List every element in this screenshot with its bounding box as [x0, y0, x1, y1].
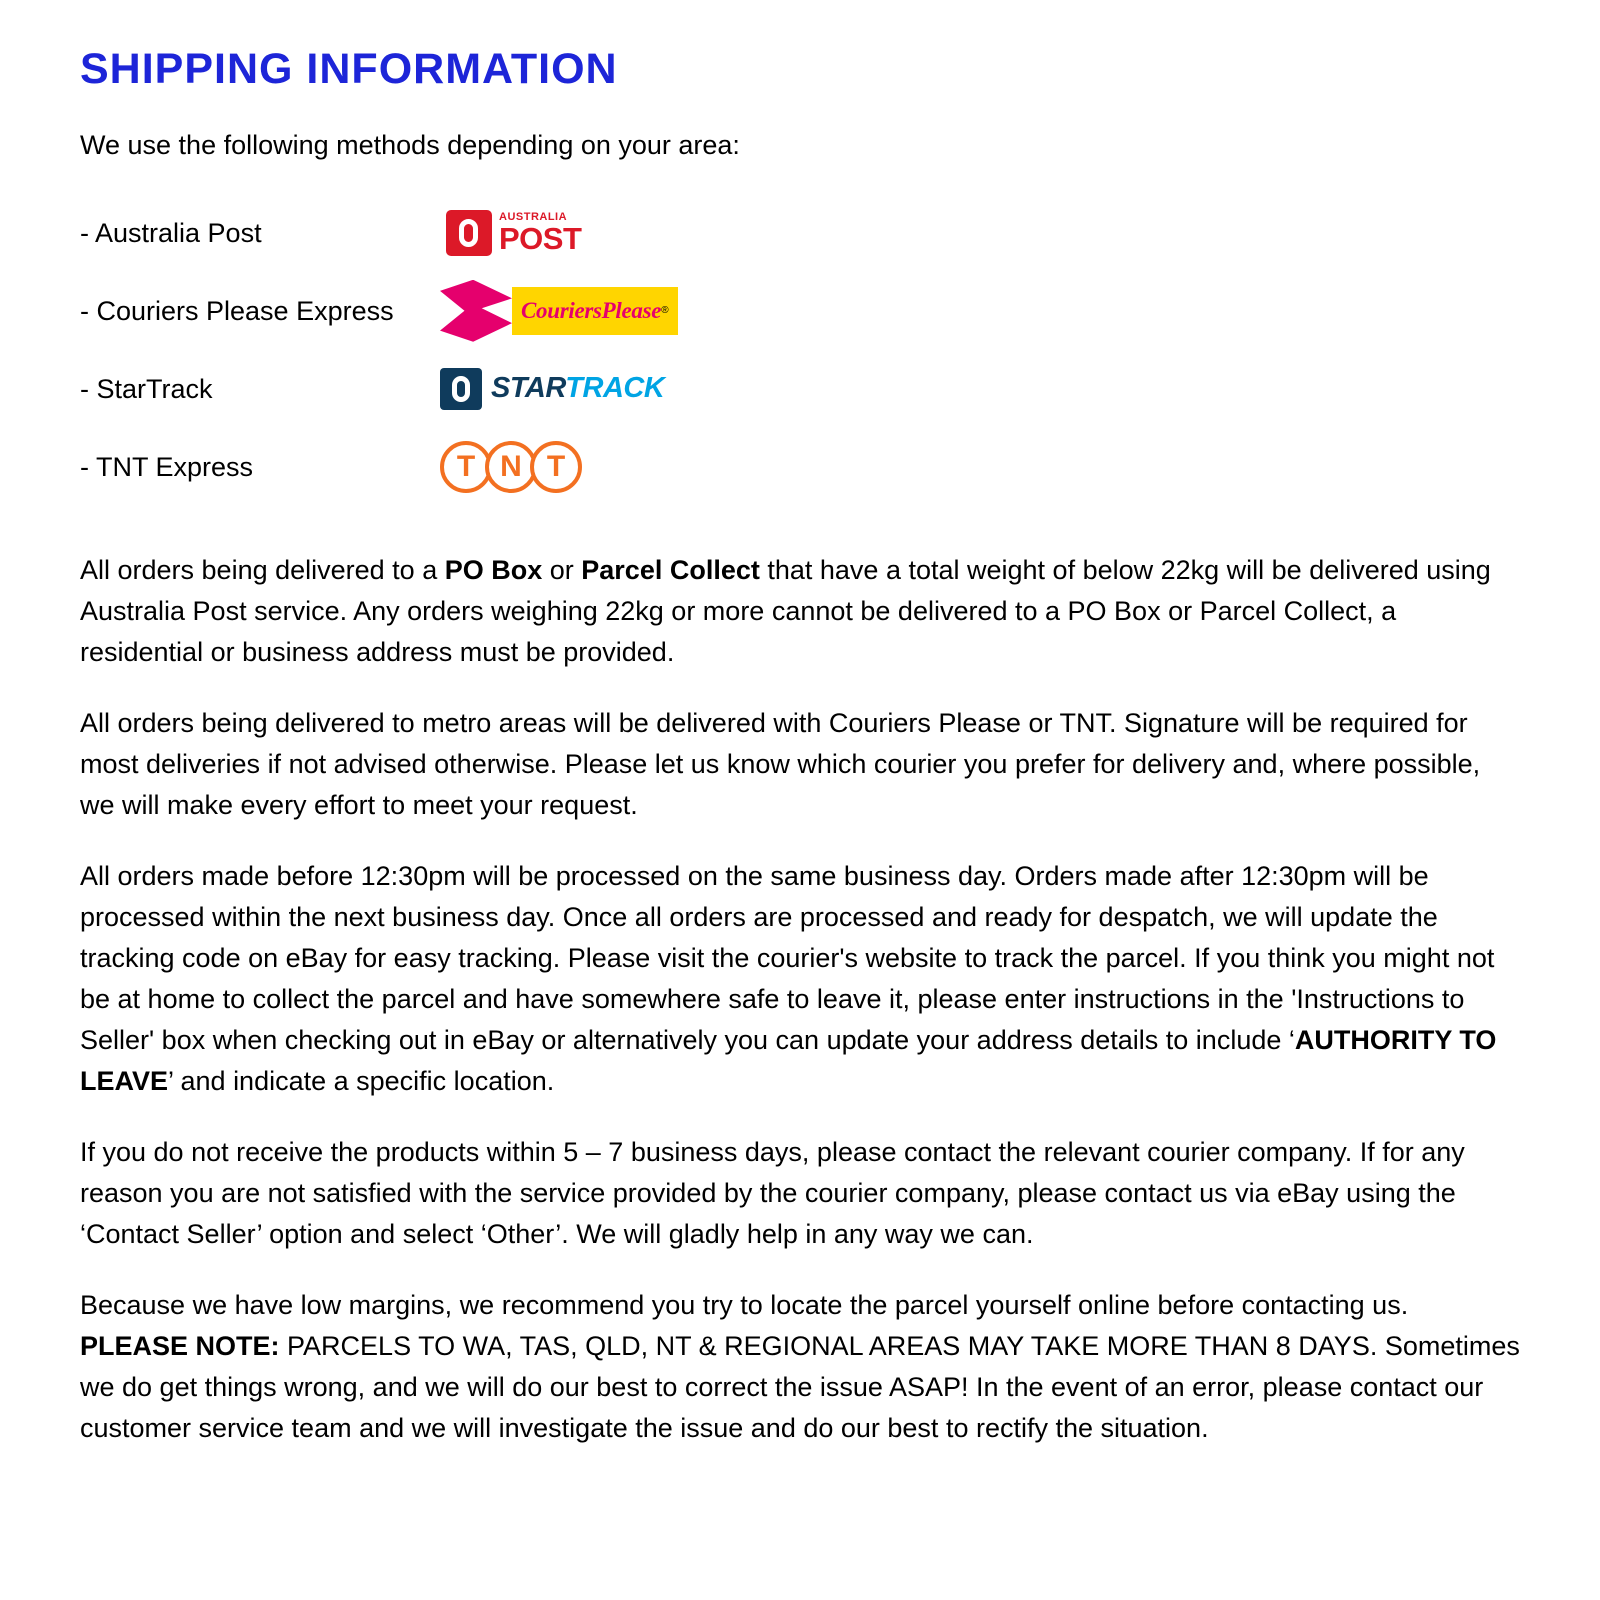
tnt-letter-t2-icon: T — [530, 441, 582, 493]
method-label-couriers-please: - Couriers Please Express — [80, 295, 394, 326]
paragraph-processing-times — [80, 856, 1520, 1102]
text-segment: that have a total weight of below 22kg will be delivered using Australia Post service. Any orders weighing 22kg or more cannot be delivered to a PO Box or Parcel Collect, a residential or business address must be provided. — [80, 554, 1491, 667]
text-segment: All orders being delivered to a — [80, 554, 445, 585]
paragraph-metro-delivery: All orders being delivered to metro areas will be delivered with Couriers Please or TNT. Signature will be required for most deliveries if not advised otherwise. Please let us know which courier you prefer for delivery and, where possible, we will make every effort to meet your request. — [80, 707, 1481, 820]
text-segment: PARCELS TO WA, TAS, QLD, NT & REGIONAL AREAS MAY TAKE MORE THAN 8 DAYS. Sometimes we do get things wrong, and we will do our best to correct the issue ASAP! In the event of an error, please contact our customer service team and we will investigate the issue and do our best to rectify the situation. — [80, 1331, 1520, 1444]
page-title: SHIPPING INFORMATION — [80, 45, 618, 93]
startrack-logo-text-a: STAR — [491, 372, 566, 405]
list-item — [80, 272, 1520, 350]
paragraph-po-box-policy — [80, 550, 1520, 673]
tnt-letter-n-icon: N — [485, 441, 537, 493]
shipping-methods-list — [80, 194, 1520, 506]
method-label-startrack: - StarTrack — [80, 373, 213, 404]
couriers-please-logo — [440, 278, 678, 344]
australia-post-logo-big-text: POST — [499, 220, 582, 256]
method-label-tnt: - TNT Express — [80, 451, 254, 482]
tnt-letter-t1-icon: T — [440, 441, 492, 493]
australia-post-p-icon — [446, 210, 492, 256]
text-segment: All orders made before 12:30pm will be processed on the same business day. Orders made after 12:30pm will be processed within the next business day. Once all orders are processed and ready for despatch, we will update the tracking code on eBay for easy tracking. Please visit the courier's website to track the parcel. If you think you might not be at home to collect the parcel and have somewhere safe to leave it, please enter instructions in the 'Instructions to Seller' box when checking out in eBay or alternatively you can update your address details to include ‘ — [80, 860, 1495, 1056]
method-label-australia-post: - Australia Post — [80, 217, 262, 248]
couriers-please-arrow-icon — [440, 280, 512, 342]
startrack-logo-text-b: TRACK — [565, 372, 665, 405]
text-segment: Because we have low margins, we recommend you try to locate the parcel yourself online before contacting us. — [80, 1290, 1409, 1321]
text-po-box: PO Box — [444, 554, 543, 585]
list-item — [80, 194, 1520, 272]
list-item — [80, 428, 1520, 506]
tnt-logo — [440, 434, 575, 500]
text-authority-to-leave: AUTHORITY TO LEAVE — [80, 1025, 1497, 1097]
text-parcel-collect: Parcel Collect — [581, 554, 760, 585]
text-segment: or — [542, 554, 582, 585]
australia-post-logo-small-text: AUSTRALIA — [499, 210, 568, 223]
startrack-logo — [440, 356, 664, 422]
intro-text: We use the following methods depending on your area: — [80, 130, 740, 161]
couriers-please-logo-text: CouriersPlease — [521, 297, 662, 323]
list-item — [80, 350, 1520, 428]
registered-trademark-icon: ® — [661, 305, 669, 317]
paragraph-non-delivery: If you do not receive the products within 5 – 7 business days, please contact the relevant courier company. If for any reason you are not satisfied with the service provided by the courier company, please contact us via eBay using the ‘Contact Seller’ option and select ‘Other’. We will gladly help in any way we can. — [80, 1137, 1465, 1250]
startrack-p-icon — [440, 368, 482, 410]
paragraph-low-margins — [80, 1285, 1520, 1449]
text-please-note: PLEASE NOTE: — [80, 1331, 280, 1362]
text-segment: ’ and indicate a specific location. — [168, 1066, 555, 1097]
australia-post-logo — [440, 200, 587, 266]
